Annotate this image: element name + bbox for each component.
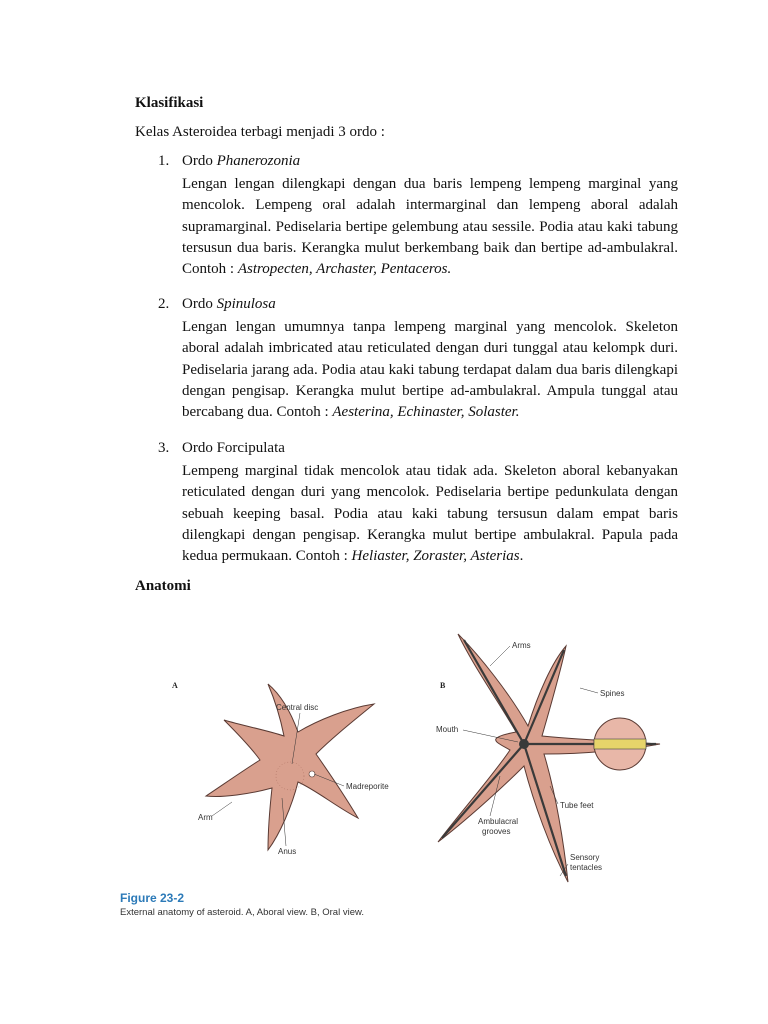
label-sensory-1: Sensory bbox=[570, 853, 600, 862]
magnified-groove bbox=[594, 739, 646, 749]
list-number: 2. bbox=[158, 296, 170, 312]
label-arm: Arm bbox=[198, 813, 213, 822]
order-description bbox=[182, 461, 678, 567]
order-title bbox=[182, 296, 276, 313]
description-tail: . bbox=[519, 548, 524, 565]
label-spines: Spines bbox=[600, 689, 625, 698]
order-label: Ordo bbox=[182, 296, 217, 312]
label-sensory-2: tentacles bbox=[570, 863, 603, 872]
label-ambulacral-2: grooves bbox=[482, 827, 511, 836]
order-description bbox=[182, 317, 678, 423]
label-mouth: Mouth bbox=[436, 725, 459, 734]
section-heading-anatomi: Anatomi bbox=[135, 578, 191, 594]
panel-b-label: B bbox=[440, 681, 446, 690]
example-species: Heliaster, Zoraster, Asterias bbox=[351, 548, 520, 565]
order-label: Ordo Forcipulata bbox=[182, 440, 285, 456]
order-title bbox=[182, 153, 300, 170]
order-description bbox=[182, 174, 678, 280]
description-text: Lengan lengan umumnya tanpa lempeng marginal yang mencolok. Skeleton aboral adalah imbricated atau reticulated dengan duri tunggal atau kelompk duri. Pediselaria jarang ada. Podia atau kaki tabung terdapat dalam dua baris dilengkapi dengan pengisap. Kerangka mulut bertipe ad-ambulakral. Ampula tunggal atau bercabang dua. Contoh : bbox=[182, 319, 678, 421]
label-madreporite: Madreporite bbox=[346, 782, 389, 791]
intro-text: Kelas Asteroidea terbagi menjadi 3 ordo : bbox=[135, 124, 385, 140]
example-species: Astropecten, Archaster, Pentaceros. bbox=[237, 261, 452, 278]
label-tube-feet: Tube feet bbox=[560, 801, 594, 810]
description-text: Lempeng marginal tidak mencolok atau tidak ada. Skeleton aboral kebanyakan reticulated dengan duri yang mencolok. Pediselaria bertipe pedunkulata dengan sebuah keeping basal. Podia atau kaki tabung tersusun dalam empat baris dilengkapi dengan pengisap. Kerangka mulut bertipe ambulakral. Papula pada kedua permukaan. Contoh : bbox=[182, 463, 678, 565]
panel-a-label: A bbox=[172, 681, 178, 690]
order-label: Ordo bbox=[182, 153, 217, 169]
starfish-anatomy-figure bbox=[160, 626, 680, 926]
order-name: Spinulosa bbox=[216, 296, 276, 312]
label-anus: Anus bbox=[278, 847, 297, 856]
list-number: 1. bbox=[158, 153, 170, 169]
label-arms: Arms bbox=[512, 641, 531, 650]
list-number: 3. bbox=[158, 440, 170, 456]
figure-caption-title: Figure 23-2 bbox=[120, 891, 185, 905]
description-text: Lengan lengan dilengkapi dengan dua baris lempeng lempeng marginal yang mencolok. Lempeng oral adalah intermarginal dan lempeng aboral adalah supramarginal. Pediselaria bertipe gelembung atau sessile. Podia atau kaki tabung tersusun dua baris. Kerangka mulut berkembang baik dan bertipe ad-ambulakral. Contoh : bbox=[182, 176, 678, 278]
mouth-shape bbox=[519, 739, 529, 749]
starfish-oral-illustration bbox=[438, 634, 660, 882]
order-title bbox=[182, 440, 285, 457]
label-ambulacral-1: Ambulacral bbox=[478, 817, 519, 826]
example-species: Aesterina, Echinaster, Solaster. bbox=[332, 404, 520, 421]
label-central-disc: Central disc bbox=[276, 703, 319, 712]
figure-caption-text: External anatomy of asteroid. A, Aboral view. B, Oral view. bbox=[120, 907, 364, 918]
section-heading-klasifikasi: Klasifikasi bbox=[135, 95, 204, 111]
order-name: Phanerozonia bbox=[216, 153, 301, 169]
